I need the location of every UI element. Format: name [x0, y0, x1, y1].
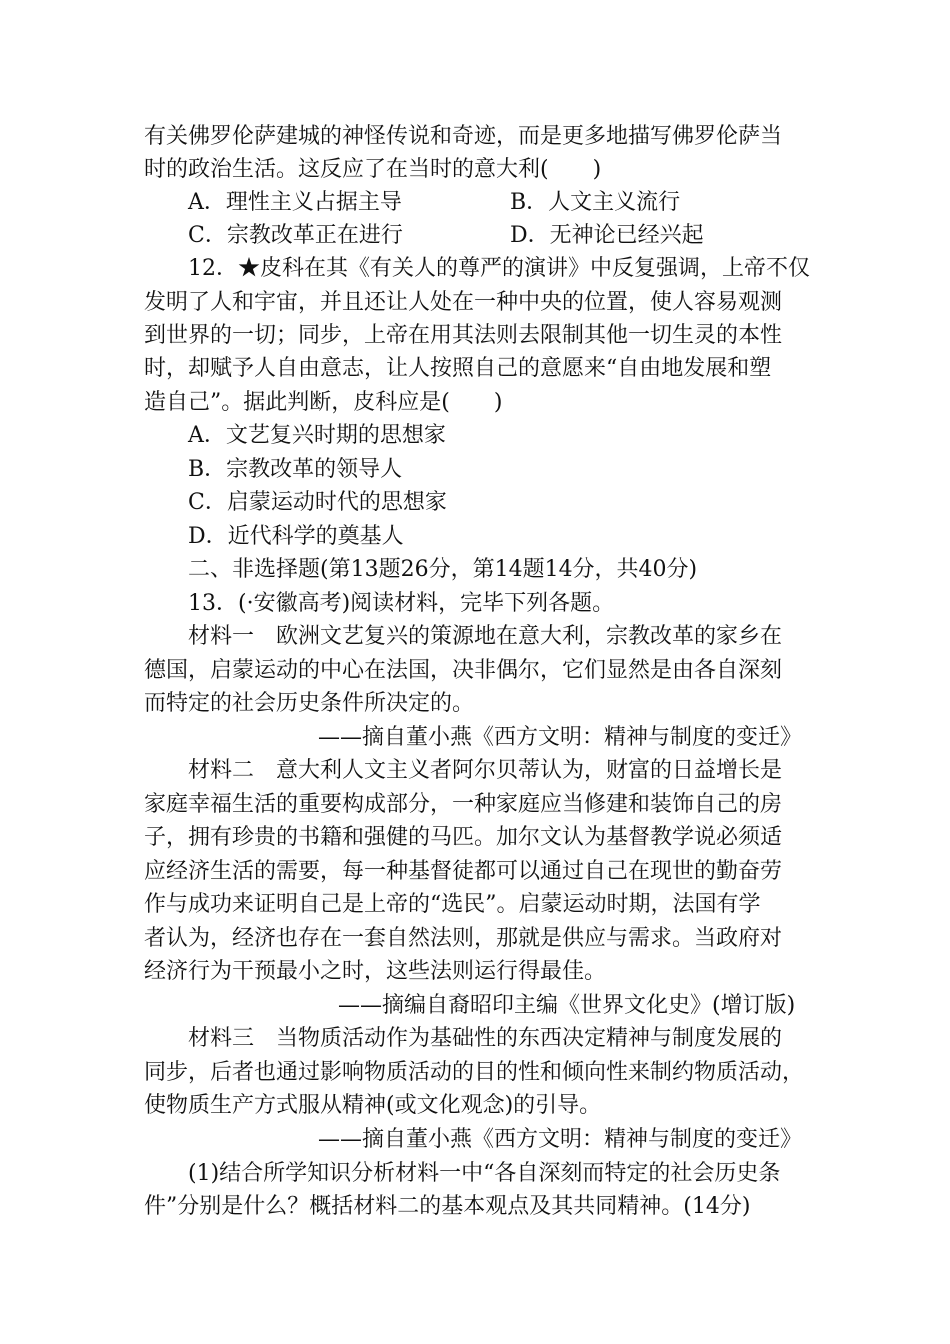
q11-option-b: B．人文主义流行 — [510, 190, 681, 215]
q13-material-1-source: ——摘自董小燕《西方文明：精神与制度的变迁》 — [318, 725, 803, 750]
q13-material-2-line-4: 应经济生活的需要，每一种基督徒都可以通过自己在现世的勤奋劳 — [144, 859, 783, 884]
q12-text-line-4: 时，却赋予人自由意志，让人按照自己的意愿来“自由地发展和塑 — [144, 356, 772, 381]
q13-subquestion-1-line-2: 件”分别是什么？概括材料二的基本观点及其共同精神。(14分) — [144, 1194, 751, 1219]
q13-material-2-line-2: 家庭幸福生活的重要构成部分，一种家庭应当修建和装饰自己的房 — [144, 792, 783, 817]
q11-options-row-1 — [0, 186, 950, 220]
q13-material-2-line-1: 材料二 意大利人文主义者阿尔贝蒂认为，财富的日益增长是 — [188, 758, 783, 783]
q13-material-1-line-2: 德国，启蒙运动的中心在法国，决非偶尔，它们显然是由各自深刻 — [144, 658, 783, 683]
q11-option-c: C．宗教改革正在进行 — [188, 223, 403, 248]
q12-option-a: A．文艺复兴时期的思想家 — [188, 423, 446, 448]
q13-material-2-line-3: 子，拥有珍贵的书籍和强健的马匹。加尔文认为基督教学说必须适 — [144, 825, 783, 850]
q13-material-2-line-7: 经济行为干预最小之时，这些法则运行得最佳。 — [144, 959, 607, 984]
q12-text-line-3: 到世界的一切；同步，上帝在用其法则去限制其他一切生灵的本性 — [144, 323, 783, 348]
q11-options-row-2 — [0, 219, 950, 253]
q13-material-2-source: ——摘编自裔昭印主编《世界文化史》(增订版) — [338, 993, 796, 1018]
q13-material-3-source: ——摘自董小燕《西方文明：精神与制度的变迁》 — [318, 1127, 803, 1152]
q13-material-1-line-1: 材料一 欧洲文艺复兴的策源地在意大利，宗教改革的家乡在 — [188, 624, 783, 649]
q12-text-line-2: 发明了人和宇宙，并且还让人处在一种中央的位置，使人容易观测 — [144, 290, 783, 315]
section-2-heading: 二、非选择题(第13题26分，第14题14分，共40分) — [188, 557, 698, 582]
q13-material-1-line-3: 而特定的社会历史条件所决定的。 — [144, 691, 475, 716]
q12-option-d: D．近代科学的奠基人 — [188, 524, 404, 549]
q12-option-b: B．宗教改革的领导人 — [188, 457, 403, 482]
q11-text-line-1: 有关佛罗伦萨建城的神怪传说和奇迹，而是更多地描写佛罗伦萨当 — [144, 124, 783, 149]
q11-option-a: A．理性主义占据主导 — [188, 190, 402, 215]
q13-material-3-line-2: 同步，后者也通过影响物质活动的目的性和倾向性来制约物质活动， — [144, 1060, 805, 1085]
q11-text-line-2: 时的政治生活。这反应了在当时的意大利( ) — [144, 157, 602, 182]
q12-text-line-1: 12．★皮科在其《有关人的尊严的演讲》中反复强调，上帝不仅 — [188, 256, 810, 281]
q13-material-3-line-3: 使物质生产方式服从精神(或文化观念)的引导。 — [144, 1093, 602, 1118]
q13-material-3-line-1: 材料三 当物质活动作为基础性的东西决定精神与制度发展的 — [188, 1026, 783, 1051]
q11-option-d: D．无神论已经兴起 — [510, 223, 704, 248]
q13-material-2-line-5: 作与成功来证明自己是上帝的“选民”。启蒙运动时期，法国有学 — [144, 892, 761, 917]
q13-subquestion-1-line-1: (1)结合所学知识分析材料一中“各自深刻而特定的社会历史条 — [188, 1161, 781, 1186]
q12-option-c: C．启蒙运动时代的思想家 — [188, 490, 447, 515]
q13-material-2-line-6: 者认为，经济也存在一套自然法则，那就是供应与需求。当政府对 — [144, 926, 783, 951]
q12-text-line-5: 造自己”。据此判断，皮科应是( ) — [144, 390, 503, 415]
q13-intro: 13．(·安徽高考)阅读材料，完毕下列各题。 — [188, 591, 615, 616]
